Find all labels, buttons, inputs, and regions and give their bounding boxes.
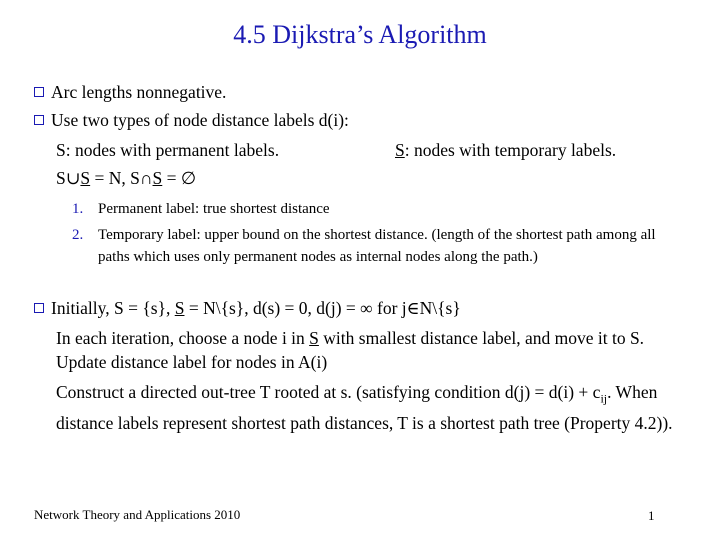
numbered-item-1	[72, 198, 690, 220]
bullet-text: Arc lengths nonnegative.	[51, 82, 227, 102]
set-eq-part: = ∅	[162, 168, 197, 188]
para-text: with smallest distance label, and move it to S. Update distance label for nodes in A(i)	[56, 328, 645, 372]
bullet-label-types	[34, 109, 349, 131]
set-eq-part: S∪	[56, 168, 81, 188]
iteration-paragraph	[56, 326, 696, 374]
subscript-ij: ij	[600, 391, 608, 406]
bullet-text: Initially, S = {s},	[51, 298, 175, 318]
footer-course-title: Network Theory and Applications 2010	[34, 507, 241, 522]
set-eq-part: = N, S∩	[90, 168, 153, 188]
slide-title: 4.5 Dijkstra’s Algorithm	[233, 20, 487, 49]
temporary-labels-desc: : nodes with temporary labels.	[404, 140, 617, 160]
set-s-bar: S	[309, 328, 319, 348]
set-s-bar: S	[152, 168, 163, 188]
item-text: Temporary label: upper bound on the shortest distance. (length of the shortest path among all paths which uses only permanent nodes as internal nodes along the path.)	[98, 227, 656, 265]
page-number: 1	[648, 508, 655, 523]
para-text: . When distance labels represent shortest path distances, T is a shortest path tree (Property 4.2)).	[56, 382, 673, 433]
numbered-item-2	[72, 224, 690, 268]
checkbox-bullet-icon	[34, 303, 44, 313]
checkbox-bullet-icon	[34, 115, 44, 125]
permanent-labels-text: S: nodes with permanent labels.	[56, 140, 280, 160]
bullet-text: Use two types of node distance labels d(i):	[51, 110, 349, 130]
out-tree-paragraph	[56, 380, 696, 435]
set-s-bar: S	[174, 298, 185, 318]
set-s-bar: S	[395, 140, 405, 160]
label-sets-line	[56, 138, 696, 162]
set-s-bar: S	[80, 168, 91, 188]
item-number: 2.	[72, 227, 84, 243]
bullet-arc-lengths	[34, 81, 226, 103]
set-equation	[56, 166, 196, 190]
para-text: In each iteration, choose a node i in	[56, 328, 310, 348]
para-text: Construct a directed out-tree T rooted at s. (satisfying condition d(j) = d(i) + c	[56, 382, 601, 402]
temporary-labels-text	[395, 138, 616, 162]
item-number: 1.	[72, 201, 84, 217]
checkbox-bullet-icon	[34, 87, 44, 97]
bullet-text: = N\{s}, d(s) = 0, d(j) = ∞ for j∈N\{s}	[184, 298, 461, 318]
bullet-initially	[34, 297, 461, 319]
item-text: Permanent label: true shortest distance	[98, 201, 330, 217]
